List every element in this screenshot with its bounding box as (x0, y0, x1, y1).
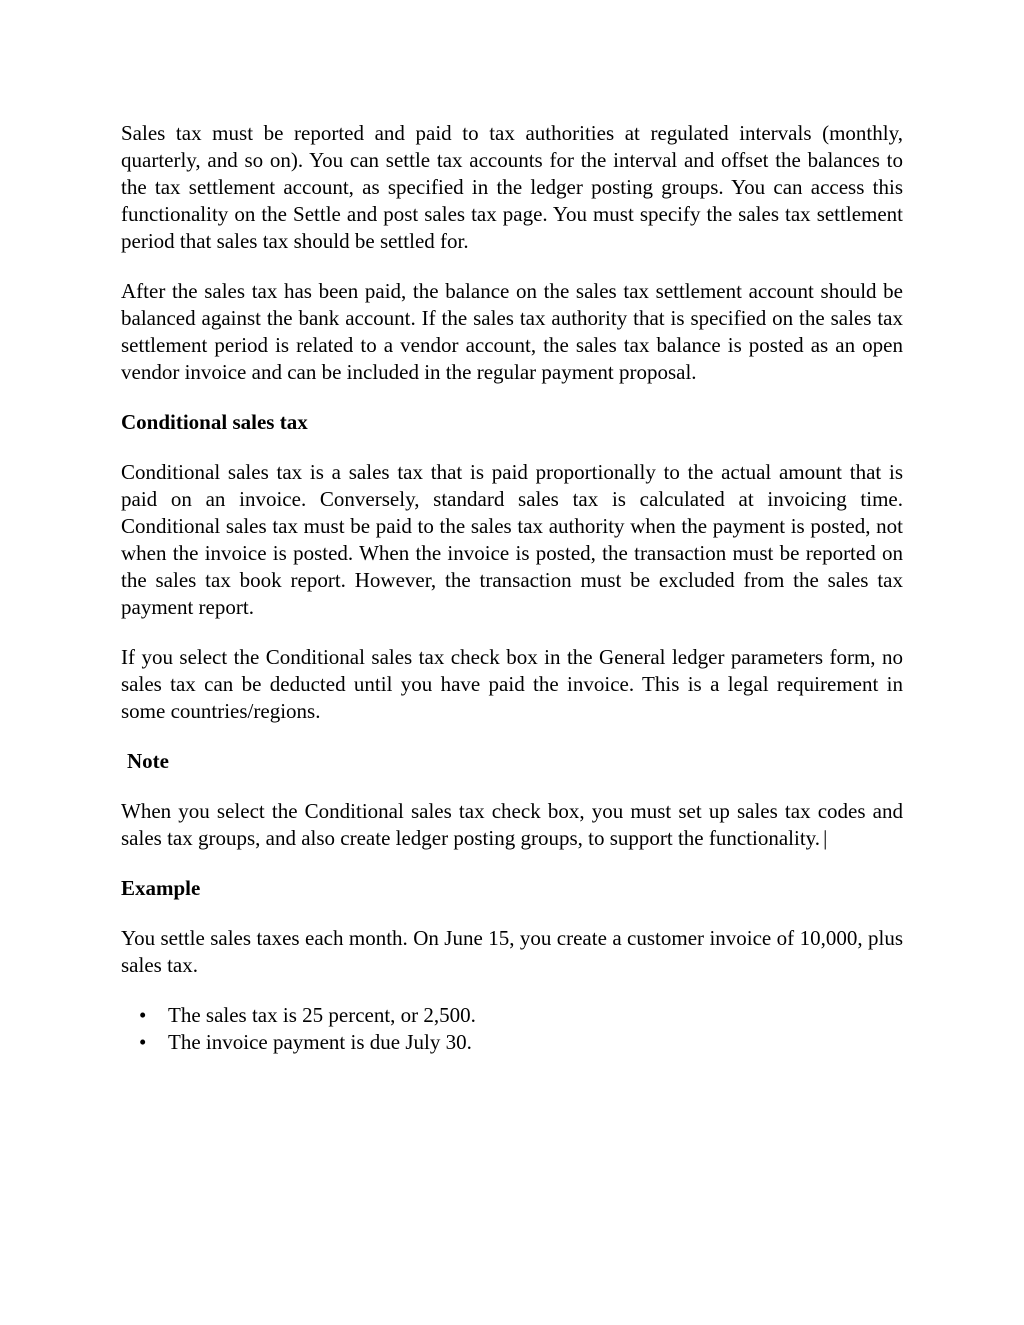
heading-example: Example (121, 876, 201, 900)
heading-conditional-sales-tax: Conditional sales tax (121, 410, 308, 434)
bullet-icon: • (139, 1030, 147, 1054)
bullet-text-tax-rate: The sales tax is 25 percent, or 2,500. (168, 1003, 476, 1027)
bullet-icon: • (139, 1003, 147, 1027)
paragraph-checkbox-effect: If you select the Conditional sales tax check box in the General ledger parameters form, no sales tax can be deducted until you have paid the invoice. This is a legal requirement in some countries/regions. (121, 645, 903, 723)
document-page (121, 120, 903, 1056)
text-cursor-mark: | (823, 826, 828, 850)
list-item (121, 1029, 903, 1056)
paragraph-after-payment: After the sales tax has been paid, the balance on the sales tax settlement account should be balanced against the bank account. If the sales tax authority that is specified on the sales tax settlement period is related to a vendor account, the sales tax balance is posted as an open vendor invoice and can be included in the regular payment proposal. (121, 279, 903, 384)
example-bullet-list (121, 1002, 903, 1056)
paragraph-note-body (121, 798, 903, 852)
paragraph-example-body: You settle sales taxes each month. On June 15, you create a customer invoice of 10,000, plus sales tax. (121, 926, 903, 977)
bullet-text-due-date: The invoice payment is due July 30. (168, 1030, 472, 1054)
paragraph-conditional-definition: Conditional sales tax is a sales tax that is paid proportionally to the actual amount that is paid on an invoice. Conversely, standard sales tax is calculated at invoicing time. Conditional sales tax must be paid to the sales tax authority when the payment is posted, not when the invoice is posted. When the invoice is posted, the transaction must be reported on the sales tax book report. However, the transaction must be excluded from the sales tax payment report. (121, 460, 903, 619)
note-body-text: When you select the Conditional sales tax check box, you must set up sales tax codes and sales tax groups, and also create ledger posting groups, to support the functionality. (121, 799, 903, 850)
list-item (121, 1002, 903, 1029)
heading-note: Note (127, 749, 169, 773)
paragraph-settlement-intervals: Sales tax must be reported and paid to tax authorities at regulated intervals (monthly, quarterly, and so on). You can settle tax accounts for the interval and offset the balances to the tax settlement account, as specified in the ledger posting groups. You can access this functionality on the Settle and post sales tax page. You must specify the sales tax settlement period that sales tax should be settled for. (121, 121, 903, 253)
